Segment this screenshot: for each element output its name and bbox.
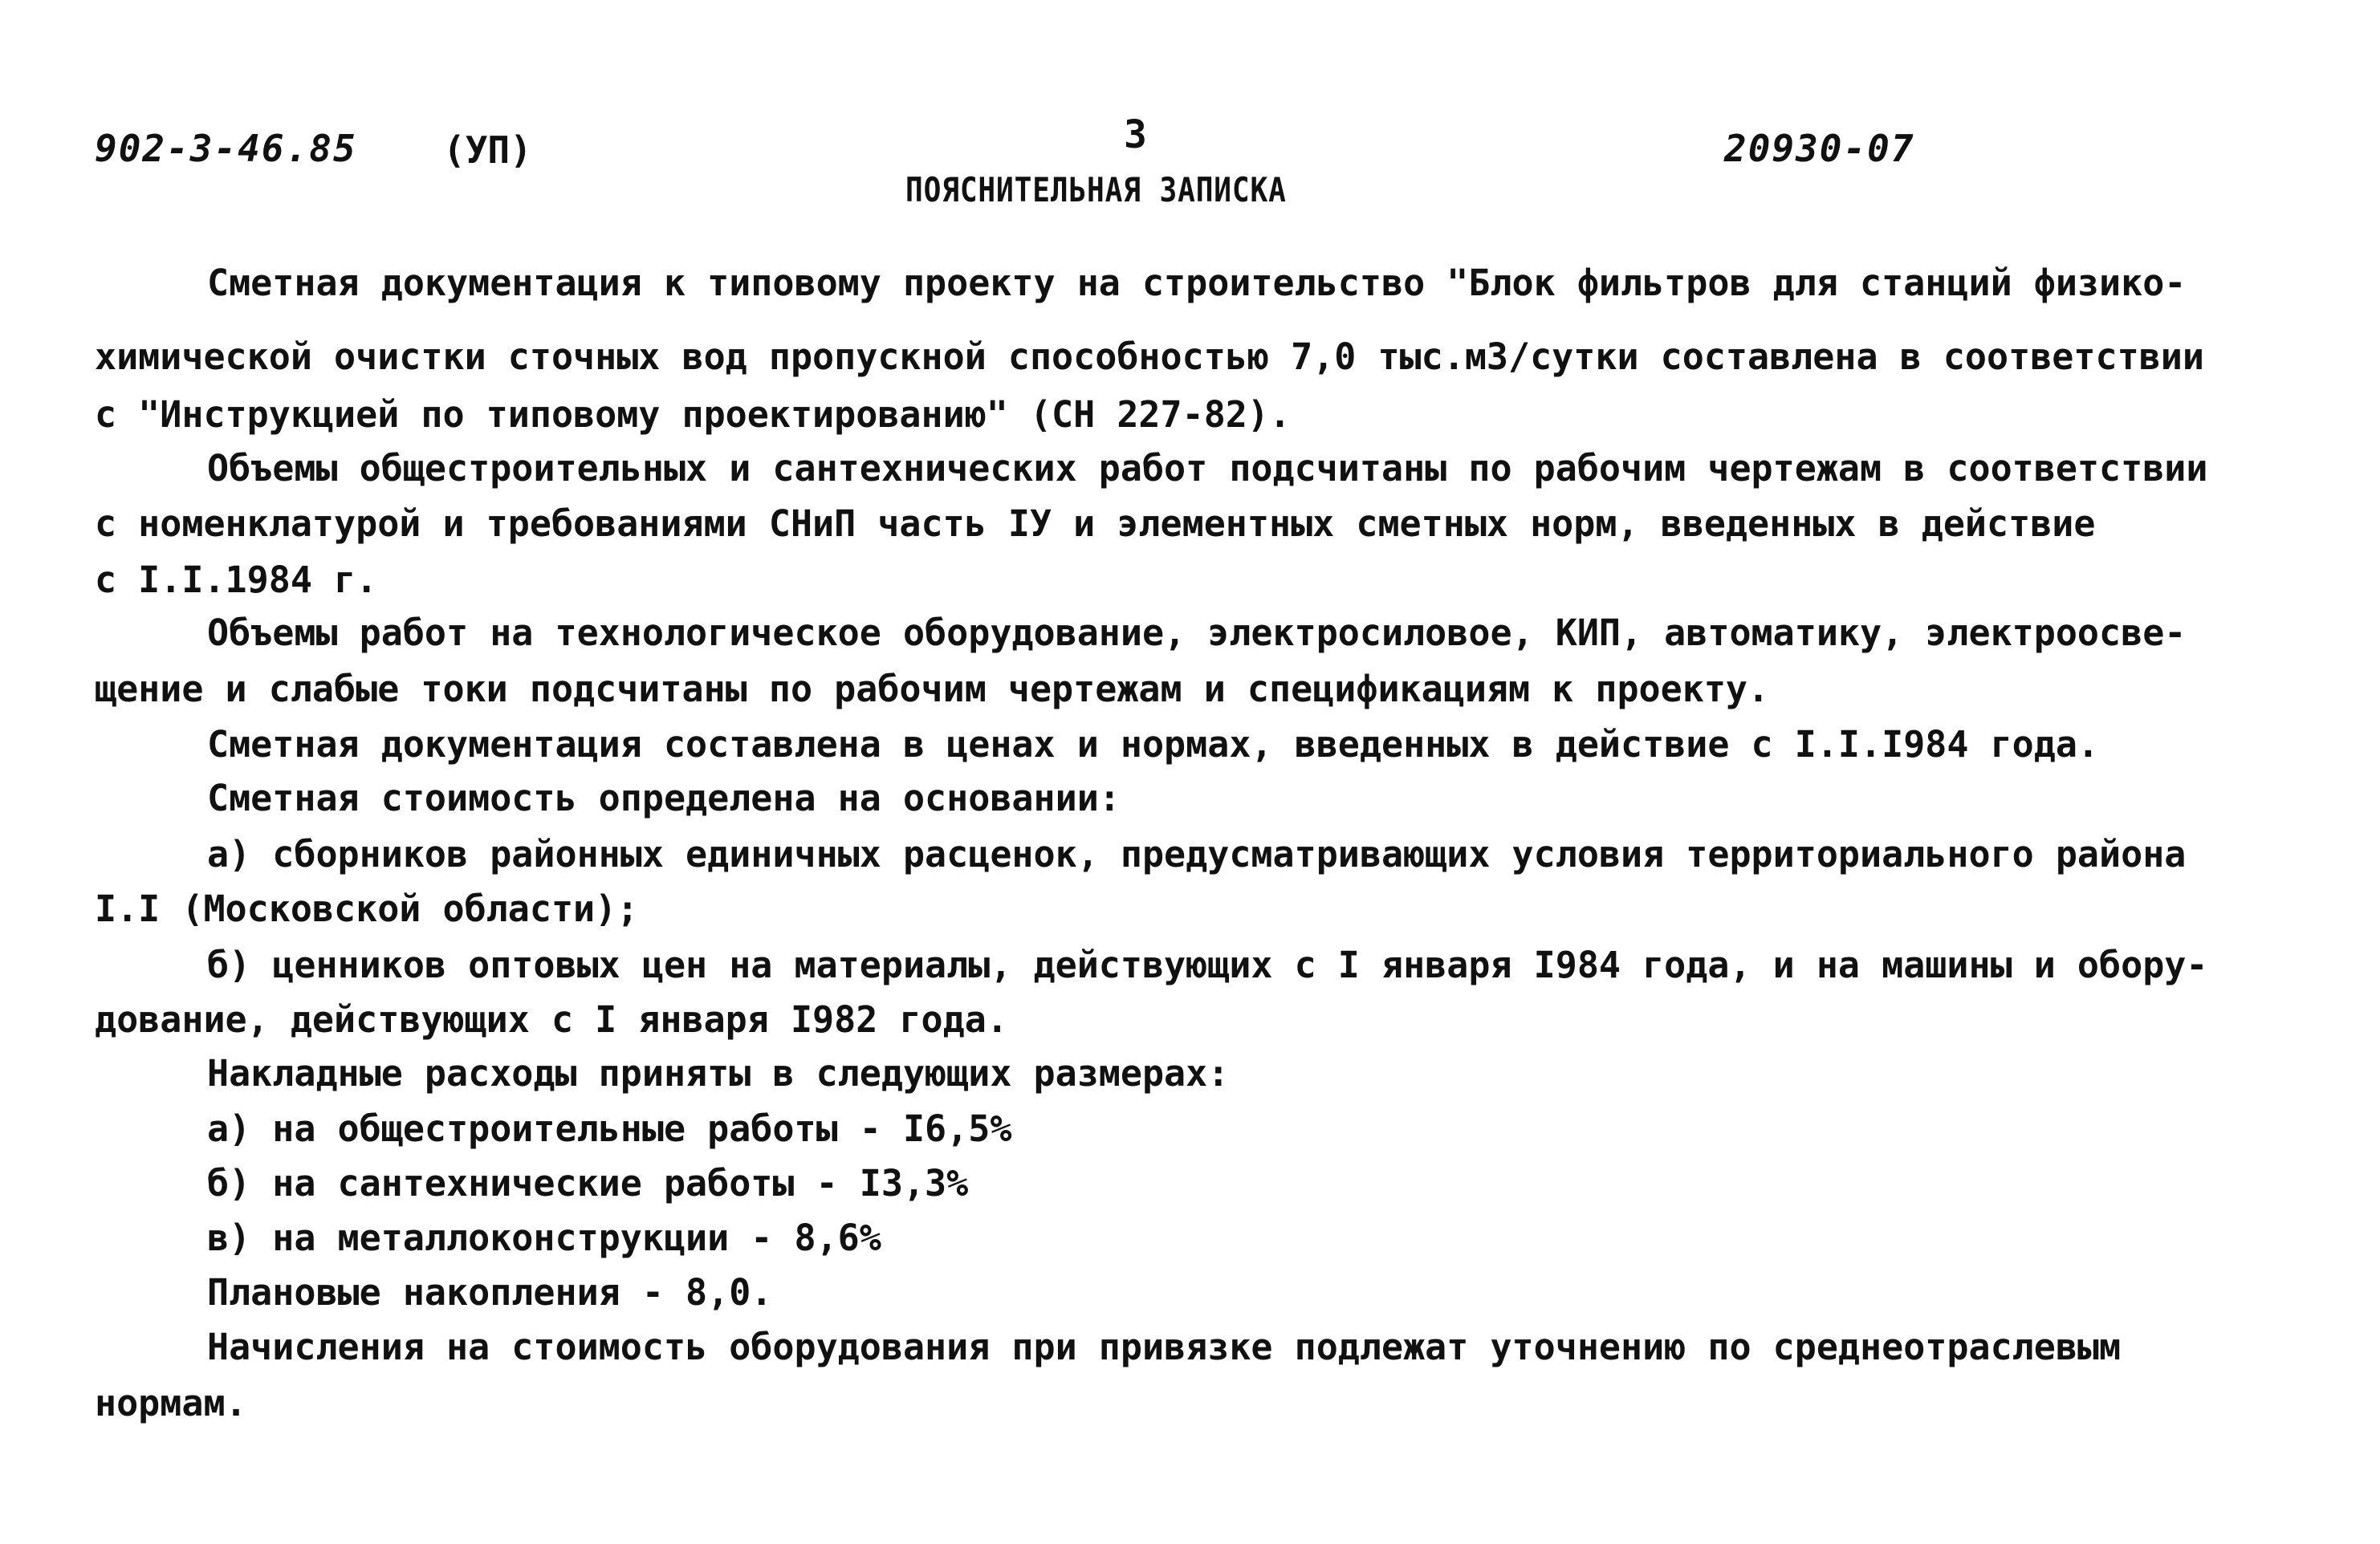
text-line: с номенклатурой и требованиями СНиП часть IУ и элементных сметных норм, введенных в действие [95, 502, 2096, 545]
text-line: химической очистки сточных вод пропускной способностью 7,0 тыс.м3/сутки составлена в соответствии [95, 335, 2204, 378]
text-line: с I.I.1984 г. [95, 559, 378, 601]
text-line: Объемы работ на технологическое оборудование, электросиловое, КИП, автоматику, электроосве- [207, 612, 2187, 654]
text-line: б) на сантехнические работы - I3,3% [207, 1162, 969, 1205]
text-line: Сметная документация составлена в ценах и нормах, введенных в действие с I.I.I984 года. [207, 723, 2100, 766]
document-number: 20930-07 [1724, 127, 1915, 170]
text-line: с "Инструкцией по типовому проектированию" (СН 227-82). [95, 393, 1292, 436]
text-line: щение и слабые токи подсчитаны по рабочим чертежам и спецификациям к проекту. [95, 668, 1770, 710]
text-line: а) на общестроительные работы - I6,5% [207, 1107, 1012, 1150]
text-line: Начисления на стоимость оборудования при привязке подлежат уточнению по среднеотраслевым [207, 1326, 2122, 1368]
page-number: 3 [1124, 112, 1147, 157]
text-line: Плановые накопления - 8,0. [207, 1271, 773, 1314]
project-code: 902-3-46.85 [95, 127, 357, 170]
text-line: Сметная документация к типовому проекту на строительство "Блок фильтров для станций физико- [207, 262, 2187, 304]
project-mark: (УП) [443, 128, 532, 172]
text-line: дование, действующих с I января I982 года. [95, 998, 1008, 1041]
text-line: I.I (Московской области); [95, 888, 639, 930]
text-line: нормам. [95, 1382, 247, 1424]
text-line: в) на металлоконструкции - 8,6% [207, 1217, 881, 1259]
text-line: а) сборников районных единичных расценок, предусматривающих условия территориального района [207, 833, 2187, 876]
text-line: Сметная стоимость определена на основании: [207, 777, 1121, 819]
text-line: Накладные расходы приняты в следующих размерах: [207, 1052, 1230, 1095]
text-line: б) ценников оптовых цен на материалы, действующих с I января I984 года, и на машины и обору- [207, 944, 2208, 986]
page-title: ПОЯСНИТЕЛЬНАЯ ЗАПИСКА [905, 170, 1287, 209]
text-line: Объемы общестроительных и сантехнических работ подсчитаны по рабочим чертежам в соответствии [207, 447, 2208, 490]
